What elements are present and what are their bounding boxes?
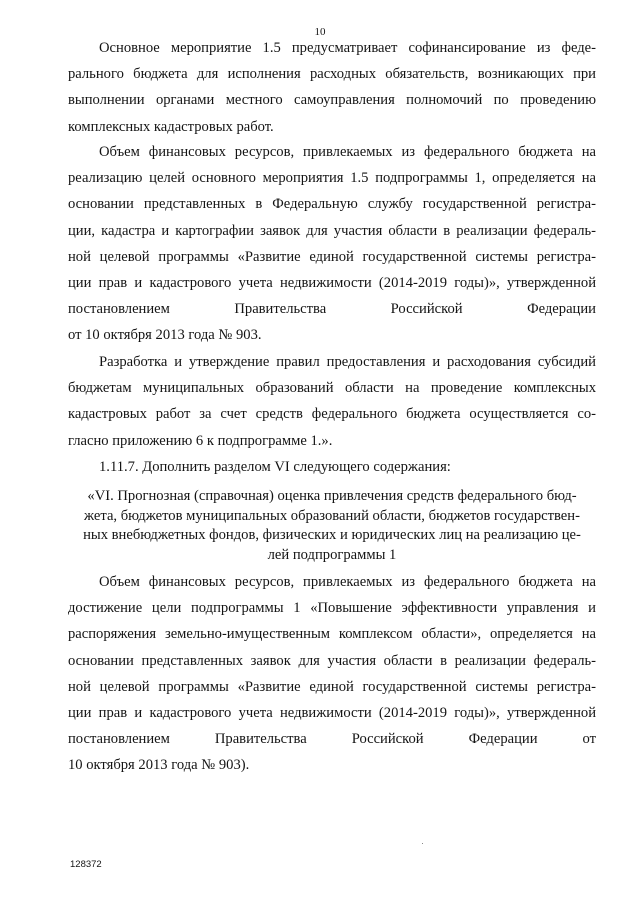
text-line: выполнении органами местного самоуправления полномочий по проведению [68,92,596,109]
heading-line: лей подпрограммы 1 [267,546,397,563]
scan-speck [422,843,423,844]
text-line: реализацию целей основного мероприятия 1.5 подпрограммы 1, определяется на [68,170,596,187]
text-line: ции прав и кадастрового учета недвижимости (2014-2019 годы)», утвержденной [68,704,596,721]
text-line: Объем финансовых ресурсов, привлекаемых из федерального бюджета на [99,574,596,590]
text-line: Разработка и утверждение правил предоставления и расходования субсидий [99,354,596,370]
page-number: 10 [314,26,326,38]
text-line: распоряжения земельно-имущественным комплексом области», определяется на [68,626,596,643]
paragraph-1 [68,35,596,140]
heading-line: ных внебюджетных фондов, физических и юридических лиц на реализацию це- [83,527,581,543]
text-line: ции, кадастра и картографии заявок для участия области в реализации федераль- [68,222,596,239]
text-line: бюджетам муниципальных образований области на проведение комплексных [68,380,596,397]
text-line: кадастровых работ за счет средств федерального бюджета осуществляется со- [68,406,596,423]
text-line: ной целевой программы «Развитие единой государственной системы регистра- [68,248,596,265]
text-line: комплексных кадастровых работ. [68,118,274,135]
amendment-block [68,454,596,480]
document-code: 128372 [70,859,102,870]
paragraph-3 [68,349,596,454]
paragraph-final [68,569,596,779]
heading-line: «VI. Прогнозная (справочная) оценка привлечения средств федерального бюд- [87,488,577,504]
amendment-line: 1.11.7. Дополнить разделом VI следующего содержания: [99,459,451,475]
text-line: постановлением Правительства Российской Федерации от [68,731,596,748]
text-line: постановлением Правительства Российской Федерации [68,301,596,318]
text-line: гласно приложению 6 к подпрограмме 1.». [68,432,333,449]
text-line: от 10 октября 2013 года № 903. [68,327,262,344]
text-line: достижение цели подпрограммы 1 «Повышение эффективности управления и [68,600,596,617]
text-line: ции прав и кадастрового учета недвижимости (2014-2019 годы)», утвержденной [68,274,596,291]
paragraph-2 [68,139,596,349]
section-heading [68,487,596,565]
text-line: 10 октября 2013 года № 903). [68,757,250,774]
text-line: основании представленных заявок для участия области в реализации федераль- [68,652,596,669]
text-line: ной целевой программы «Развитие единой государственной системы регистра- [68,678,596,695]
text-line: Основное мероприятие 1.5 предусматривает софинансирование из феде- [99,40,596,56]
text-line: основании представленных в Федеральную службу государственной регистра- [68,196,596,213]
text-line: Объем финансовых ресурсов, привлекаемых из федерального бюджета на [99,144,596,160]
text-line: рального бюджета для исполнения расходных обязательств, возникающих при [68,66,596,83]
heading-line: жета, бюджетов муниципальных образований области, бюджетов государствен- [84,507,580,524]
